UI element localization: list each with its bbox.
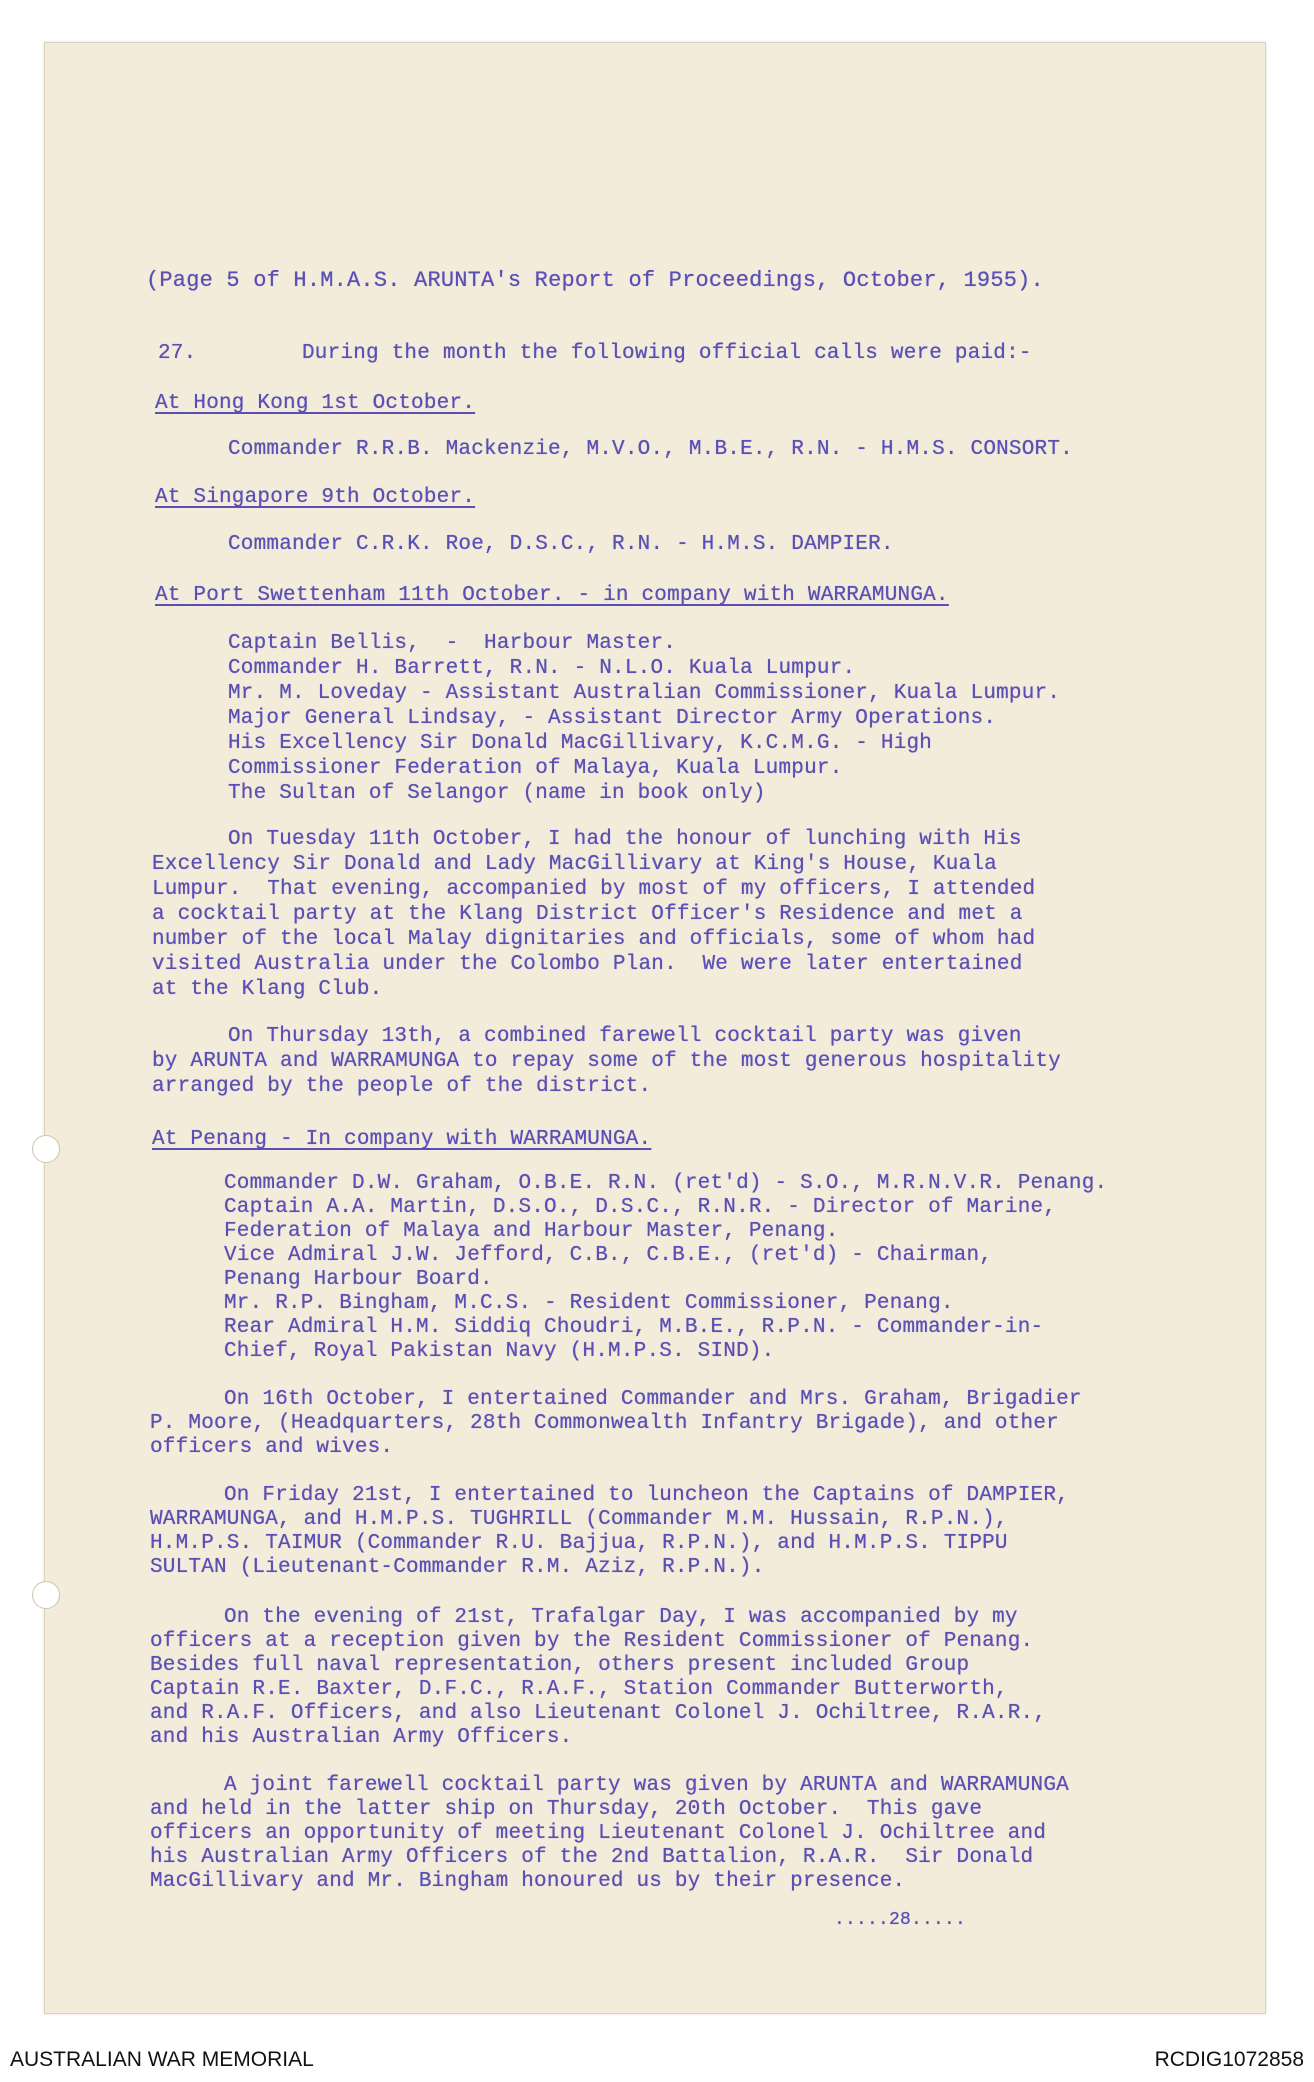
footer-archive-name: AUSTRALIAN WAR MEMORIAL [10,2048,314,2071]
text-line: Captain R.E. Baxter, D.F.C., R.A.F., Station Commander Butterworth, [150,1678,1008,1701]
call-line: The Sultan of Selangor (name in book only) [228,782,766,805]
section-heading-port-swettenham: At Port Swettenham 11th October. - in company with WARRAMUNGA. [155,584,949,607]
text-line: at the Klang Club. [152,978,383,1001]
text-line: by ARUNTA and WARRAMUNGA to repay some of the most generous hospitality [152,1050,1061,1073]
text-line: On Friday 21st, I entertained to luncheon the Captains of DAMPIER, [224,1484,1069,1507]
text-line: P. Moore, (Headquarters, 28th Commonwealth Infantry Brigade), and other [150,1412,1059,1435]
text-line: On Thursday 13th, a combined farewell cocktail party was given [228,1025,1022,1048]
text-line: and R.A.F. Officers, and also Lieutenant Colonel J. Ochiltree, R.A.R., [150,1702,1047,1725]
text-line: arranged by the people of the district. [152,1075,652,1098]
text-line: Lumpur. That evening, accompanied by most of my officers, I attended [152,878,1036,901]
text-line: and held in the latter ship on Thursday, 20th October. This gave [150,1798,983,1821]
text-line: A joint farewell cocktail party was given by ARUNTA and WARRAMUNGA [224,1774,1069,1797]
text-line: and his Australian Army Officers. [150,1726,573,1749]
text-line: WARRAMUNGA, and H.M.P.S. TUGHRILL (Commander M.M. Hussain, R.P.N.), [150,1508,1008,1531]
text-line: SULTAN (Lieutenant-Commander R.M. Aziz, R.P.N.). [150,1556,765,1579]
call-line: Commander C.R.K. Roe, D.S.C., R.N. - H.M.S. DAMPIER. [228,533,894,556]
text-line: On Tuesday 11th October, I had the honour of lunching with His [228,828,1022,851]
call-line: Commissioner Federation of Malaya, Kuala Lumpur. [228,757,843,780]
text-line: MacGillivary and Mr. Bingham honoured us by their presence. [150,1870,906,1893]
text-line: a cocktail party at the Klang District Officer's Residence and met a [152,903,1023,926]
call-line: Captain Bellis, - Harbour Master. [228,632,677,655]
punch-hole-lower [32,1581,60,1609]
text-line: On the evening of 21st, Trafalgar Day, I was accompanied by my [224,1606,1018,1629]
call-line: Penang Harbour Board. [224,1268,493,1291]
report-header: (Page 5 of H.M.A.S. ARUNTA's Report of Proceedings, October, 1955). [146,268,1044,293]
page-marker: .....28..... [834,1910,967,1930]
text-line: officers an opportunity of meeting Lieutenant Colonel J. Ochiltree and [150,1822,1047,1845]
paragraph-intro: During the month the following official calls were paid:- [302,342,1032,365]
call-line: Captain A.A. Martin, D.S.O., D.S.C., R.N.R. - Director of Marine, [224,1196,1057,1219]
text-line: officers at a reception given by the Resident Commissioner of Penang. [150,1630,1034,1653]
call-line: Mr. R.P. Bingham, M.C.S. - Resident Commissioner, Penang. [224,1292,954,1315]
call-line: His Excellency Sir Donald MacGillivary, K.C.M.G. - High [228,732,933,755]
text-line: number of the local Malay dignitaries and officials, some of whom had [152,928,1036,951]
text-line: Excellency Sir Donald and Lady MacGillivary at King's House, Kuala [152,853,997,876]
text-line: visited Australia under the Colombo Plan. We were later entertained [152,953,1023,976]
text-line: On 16th October, I entertained Commander and Mrs. Graham, Brigadier [224,1388,1082,1411]
paragraph-number: 27. [158,342,197,365]
section-heading-singapore: At Singapore 9th October. [155,486,476,509]
section-heading-hong-kong: At Hong Kong 1st October. [155,392,476,415]
call-line: Mr. M. Loveday - Assistant Australian Commissioner, Kuala Lumpur. [228,682,1061,705]
call-line: Commander R.R.B. Mackenzie, M.V.O., M.B.E., R.N. - H.M.S. CONSORT. [228,438,1073,461]
punch-hole-upper [32,1135,60,1163]
call-line: Chief, Royal Pakistan Navy (H.M.P.S. SIND). [224,1340,775,1363]
call-line: Vice Admiral J.W. Jefford, C.B., C.B.E., (ret'd) - Chairman, [224,1244,993,1267]
footer-record-id: RCDIG1072858 [1154,2048,1304,2071]
call-line: Commander H. Barrett, R.N. - N.L.O. Kuala Lumpur. [228,657,856,680]
text-line: Besides full naval representation, others present included Group [150,1654,970,1677]
text-line: his Australian Army Officers of the 2nd Battalion, R.A.R. Sir Donald [150,1846,1034,1869]
text-line: H.M.P.S. TAIMUR (Commander R.U. Bajjua, R.P.N.), and H.M.P.S. TIPPU [150,1532,1008,1555]
call-line: Federation of Malaya and Harbour Master, Penang. [224,1220,839,1243]
text-line: officers and wives. [150,1436,394,1459]
section-heading-penang: At Penang - In company with WARRAMUNGA. [152,1128,652,1151]
call-line: Major General Lindsay, - Assistant Director Army Operations. [228,707,997,730]
call-line: Commander D.W. Graham, O.B.E. R.N. (ret'd) - S.O., M.R.N.V.R. Penang. [224,1172,1108,1195]
call-line: Rear Admiral H.M. Siddiq Choudri, M.B.E., R.P.N. - Commander-in- [224,1316,1044,1339]
